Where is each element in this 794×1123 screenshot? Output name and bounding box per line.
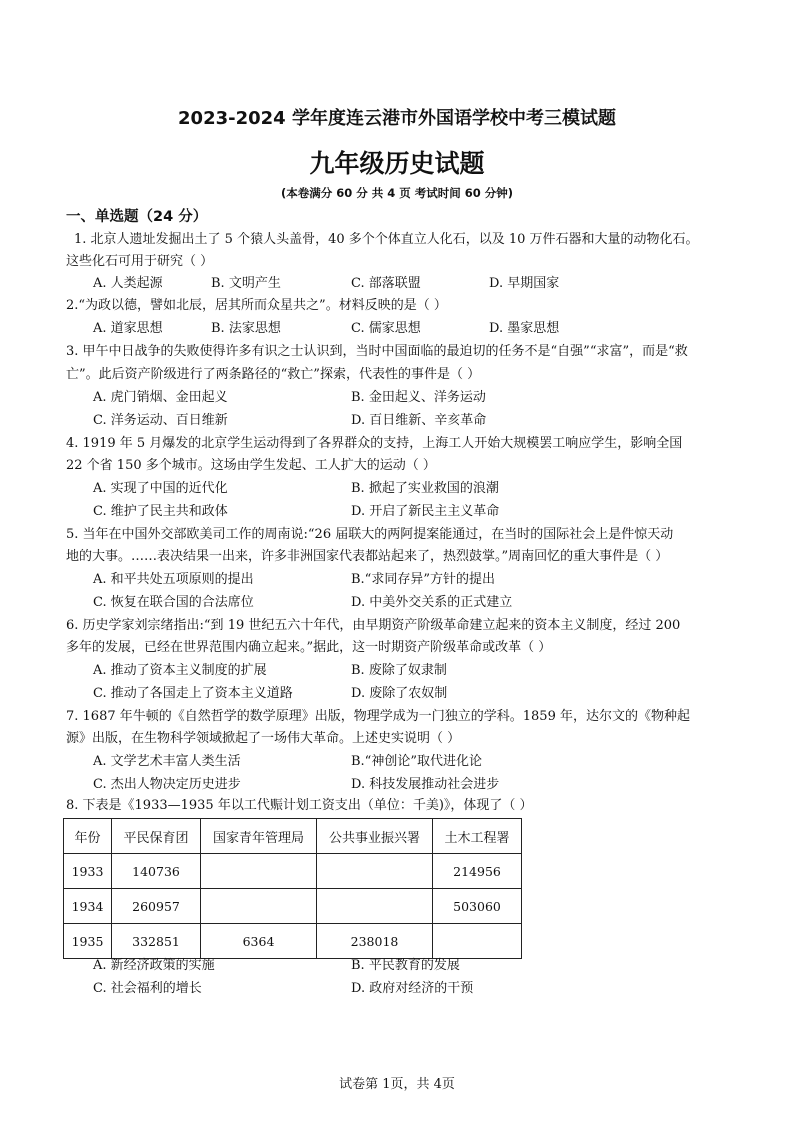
table-cell: 6364 (201, 924, 317, 959)
table-cell (433, 924, 522, 959)
table-header-nya: 国家青年管理局 (201, 819, 317, 854)
question-1-text-cont: 这些化石可用于研究（ ） (66, 254, 214, 269)
table-cell: 1934 (64, 889, 112, 924)
question-4-text: 4. 1919 年 5 月爆发的北京学生运动得到了各界群众的支持，上海工人开始大规模罢工响应学生，影响全国 (66, 436, 683, 451)
q3-option-c: C. 洋务运动、百日维新 (93, 413, 228, 428)
exam-title: 2023-2024 学年度连云港市外国语学校中考三模试题 (178, 108, 616, 129)
q2-option-b: B. 法家思想 (211, 321, 281, 336)
table-header-row (64, 819, 522, 854)
q7-option-b: B.“神创论”取代进化论 (351, 754, 482, 769)
question-5-text: 5. 当年在中国外交部欧美司工作的周南说:“26 届联大的两阿提案能通过，在当时的国际社会上是件惊天动 (66, 527, 674, 542)
q4-option-a: A. 实现了中国的近代化 (93, 481, 228, 496)
q6-option-a: A. 推动了资本主义制度的扩展 (93, 663, 267, 678)
q3-option-a: A. 虎门销烟、金田起义 (93, 390, 228, 405)
question-6-text: 6. 历史学家刘宗绪指出:“到 19 世纪五六十年代，由早期资产阶级革命建立起来的资本主义制度，经过 200 (66, 618, 681, 633)
q8-option-c: C. 社会福利的增长 (93, 981, 202, 996)
q8-option-a: A. 新经济政策的实施 (93, 958, 215, 973)
q3-option-d: D. 百日维新、辛亥革命 (351, 413, 487, 428)
question-3-text: 3. 甲午中日战争的失败使得许多有识之士认识到，当时中国面临的最迫切的任务不是“自强”“求富”，而是“救 (66, 344, 688, 359)
q8-option-d: D. 政府对经济的干预 (351, 981, 474, 996)
q5-option-a: A. 和平共处五项原则的提出 (93, 572, 254, 587)
q6-option-b: B. 废除了奴隶制 (351, 663, 447, 678)
table-cell: 503060 (433, 889, 522, 924)
question-7-text: 7. 1687 年牛顿的《自然哲学的数学原理》出版，物理学成为一门独立的学科。1859 年，达尔文的《物种起 (66, 709, 690, 724)
table-header-wpa: 公共事业振兴署 (317, 819, 433, 854)
question-2-text: 2.“为政以德，譬如北辰，居其所而众星共之”。材料反映的是（ ） (66, 298, 447, 313)
table-cell (317, 889, 433, 924)
q5-option-b: B.“求同存异”方针的提出 (351, 572, 495, 587)
q4-option-c: C. 维护了民主共和政体 (93, 504, 228, 519)
table-cell (201, 889, 317, 924)
table-header-cwa: 土木工程署 (433, 819, 522, 854)
table-header-year: 年份 (64, 819, 112, 854)
question-8-text: 8. 下表是《1933—1935 年以工代赈计划工资支出（单位：千美)》，体现了（ ） (66, 798, 533, 813)
q1-option-d: D. 早期国家 (489, 276, 560, 291)
exam-note: (本卷满分 60 分 共 4 页 考试时间 60 分钟) (280, 186, 514, 200)
table-row (64, 924, 522, 959)
table-row (64, 854, 522, 889)
q2-option-a: A. 道家思想 (93, 321, 163, 336)
q3-option-b: B. 金田起义、洋务运动 (351, 390, 486, 405)
subject-title: 九年级历史试题 (309, 149, 485, 178)
section-heading: 一、单选题（24 分） (66, 209, 208, 225)
question-3-text-cont: 亡”。此后资产阶级进行了两条路径的“救亡”探索，代表性的事件是（ ） (66, 367, 481, 382)
wage-table (63, 818, 522, 959)
table-cell (201, 854, 317, 889)
table-cell: 140736 (112, 854, 201, 889)
q4-option-d: D. 开启了新民主主义革命 (351, 504, 500, 519)
question-1-text: 1. 北京人遗址发掘出土了 5 个猿人头盖骨，40 多个个体直立人化石，以及 10 万件石器和大量的动物化石。 (74, 232, 699, 247)
q7-option-c: C. 杰出人物决定历史进步 (93, 777, 241, 792)
q7-option-a: A. 文学艺术丰富人类生活 (93, 754, 241, 769)
table-cell: 1933 (64, 854, 112, 889)
q7-option-d: D. 科技发展推动社会进步 (351, 777, 500, 792)
q1-option-c: C. 部落联盟 (351, 276, 421, 291)
question-4-text-cont: 22 个省 150 多个城市。这场由学生发起、工人扩大的运动（ ） (66, 458, 436, 473)
q2-option-d: D. 墨家思想 (489, 321, 560, 336)
question-6-text-cont: 多年的发展，已经在世界范围内确立起来。”据此，这一时期资产阶级革命或改革（ ） (66, 640, 552, 655)
q6-option-d: D. 废除了农奴制 (351, 686, 448, 701)
q8-option-b: B. 平民教育的发展 (351, 958, 460, 973)
question-5-text-cont: 地的大事。……表决结果一出来，许多非洲国家代表都站起来了，热烈鼓掌。”周南回忆的重大事件是（ ） (66, 549, 669, 564)
q5-option-c: C. 恢复在联合国的合法席位 (93, 595, 254, 610)
question-7-text-cont: 源》出版，在生物科学领域掀起了一场伟大革命。上述史实说明（ ） (66, 731, 461, 746)
q1-option-b: B. 文明产生 (211, 276, 281, 291)
q4-option-b: B. 掀起了实业救国的浪潮 (351, 481, 499, 496)
page-footer: 试卷第 1页，共 4页 (339, 1077, 455, 1092)
q6-option-c: C. 推动了各国走上了资本主义道路 (93, 686, 293, 701)
q2-option-c: C. 儒家思想 (351, 321, 421, 336)
table-cell: 260957 (112, 889, 201, 924)
q1-option-a: A. 人类起源 (93, 276, 163, 291)
table-cell: 332851 (112, 924, 201, 959)
table-cell: 214956 (433, 854, 522, 889)
q5-option-d: D. 中美外交关系的正式建立 (351, 595, 513, 610)
table-row (64, 889, 522, 924)
table-header-ccc: 平民保育团 (112, 819, 201, 854)
table-cell: 238018 (317, 924, 433, 959)
table-cell: 1935 (64, 924, 112, 959)
table-cell (317, 854, 433, 889)
